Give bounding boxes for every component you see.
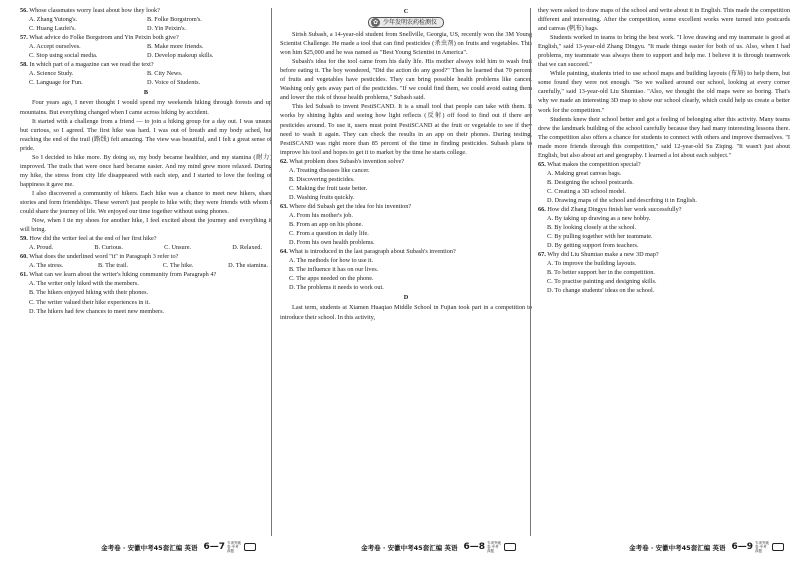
option-66-a: A. By taking up drawing as a new hobby. [547, 215, 651, 223]
page-number: 6—7 [203, 542, 225, 552]
option-63-b: B. From an app on his phone. [289, 221, 363, 229]
option-63-c: C. From a question in daily life. [289, 230, 369, 238]
option-61-a: A. The writer only hiked with the members. [29, 280, 139, 288]
column-right [538, 6, 790, 536]
question-63: 63. Where did Subash get the idea for his invention? [280, 202, 412, 210]
option-63-a: A. From his mother's job. [289, 211, 353, 219]
option-63-d: D. From his own health problems. [289, 239, 375, 247]
passage-d-paragraph: Students knew their school better and got a feeling of belonging after this activity. Many teams drew the landmark building of the school carefully because they had many interesting lessons there. The competition also offers a chance for students to connect with others and improve themselves. "I made more friends through this competition," said 12-year-old Su Ziqing. "It wasn't just about English, but also about art and geography. I learned a lot about each subject." [538, 115, 790, 159]
option-64-d: D. The problems it needs to work out. [289, 284, 384, 292]
option-64-a: A. The methods for how to use it. [289, 257, 374, 265]
option-62-a: A. Treating diseases like cancer. [289, 166, 370, 174]
option-67-a: A. To improve the building layouts. [547, 260, 637, 268]
logo-icon [504, 543, 516, 551]
section-b-heading: B [143, 89, 149, 97]
page-footer [20, 540, 272, 554]
options-57-cd: C. Stop using social media. D. Develop makeup skills. [29, 52, 214, 60]
question-59: 59. How did the writer feel at the end of her first hike? [20, 235, 157, 243]
question-64: 64. What is introduced in the last paragraph about Subash's invention? [280, 248, 456, 256]
option-62-b: B. Discovering pesticides. [289, 175, 355, 183]
banner-title: 少年发明农药检测仪 [382, 19, 437, 27]
option-61-c: C. The writer valued their hike experiences in it. [29, 298, 151, 306]
options-60: A. The stress. B. The trail. C. The hike. D. The stamina. [29, 262, 268, 270]
question-67: 67. Why did Liu Shumiao make a new 3D map? [538, 251, 659, 259]
passage-d-paragraph: While painting, students tried to use school maps and building layouts (布局) to help them, but some found they were not enough. "So we walked around our school, looking at every corner carefully," said 13-year-old Liu Shumiao. "Also, we thought the old maps were so boring. That's why we made an interesting 3D map to show our school clearly, which could help us create a better work for the competition." [538, 70, 790, 114]
passage-b-paragraph: I also discovered a community of hikers. Each hike was a chance to meet new hikers, share stories and form friendships. These weren't just people to hike with; they were friends with whom I could share the journey of life. We enjoyed our time together without using phones. [20, 189, 272, 216]
column-divider [530, 8, 531, 536]
options-56-ab: A. Zhang Yutong's. B. Folke Borgstrom's. [29, 16, 202, 24]
option-65-d: D. Drawing maps of the school and describing it in English. [547, 196, 697, 204]
question-57: 57. What advice do Folke Borgstrom and Yin Peixin both give? [20, 34, 179, 42]
question-62: 62. What problem does Subash's invention solve? [280, 157, 405, 165]
options-57-ab: A. Accept ourselves. B. Make more friends. [29, 43, 204, 51]
page-footer [538, 540, 790, 554]
passage-c-paragraph: Subash's idea for the tool came from his daily life. His mother always told him to wash fruit before eating it. The boy wondered, "Did the action do any good?" Then he learned that 70 percent of fruits and vegetables have pesticides. They can bring possible health problems like cancer. Washing only gets away part of the pesticides. "If we could find them, we could avoid eating them and lower the risk of those health problems," Subash said. [280, 58, 532, 102]
section-c-heading: C [403, 8, 409, 15]
footer-note: 专项突破卷·中考真题 [487, 541, 501, 553]
option-65-b: B. Designing the school postcards. [547, 178, 634, 186]
option-66-b: B. By looking closely at the school. [547, 224, 637, 232]
column-left [20, 6, 272, 536]
passage-c-paragraph: This led Subash to invent PestiSCAND. It is a small tool that people can take with them. It works by shining lights and seeing how light reflects (反射) off food to find out if there are pesticides around. To use it, users must point PestiSCAND at the fruit or vegetable to see if they need to wash it again. They can check the results in an app on their phones. During testing, PestiSCAND was right more than 85 percent of the time in finding pesticides. Subash plans to improve his tool and hopes to get it to market by the time he starts college. [280, 103, 532, 156]
passage-c-banner [280, 17, 532, 28]
option-64-c: C. The apps needed on the phone. [289, 275, 374, 283]
page-footer [280, 540, 532, 554]
passage-d-paragraph: Last term, students at Xiamen Huaqiao Middle School in Fujian took part in a competition to introduce their school. In this activity, [280, 304, 532, 321]
passage-b-paragraph: Four years ago, I never thought I would spend my weekends hiking through forests and up mountains. But everything changed when I came across hiking by accident. [20, 99, 272, 116]
question-65: 65. What makes the competition special? [538, 160, 641, 168]
section-d-heading: D [403, 294, 409, 302]
footer-note: 专项突破卷·中考真题 [755, 541, 769, 553]
option-62-c: C. Making the fruit taste better. [289, 184, 368, 192]
option-67-c: C. To practise painting and designing skills. [547, 278, 657, 286]
option-67-b: B. To better support her in the competition. [547, 269, 655, 277]
passage-b-paragraph: Now, when I tie my shoes for another hike, I feel excited about the journey and everything it will bring. [20, 217, 272, 234]
options-59: A. Proud. B. Curious. C. Unsure. D. Relaxed. [29, 244, 262, 252]
column-middle [280, 6, 532, 536]
option-66-c: C. By pulling together with her teammate. [547, 233, 653, 241]
passage-b-paragraph: So I decided to hike more. By doing so, my body became healthier, and my stamina (耐力) improved. The trails that were once hard became easier. And my mind grew more relaxed. During my hike, the stress from city life disappeared with each step, and I started to love the feeling of happiness it gave me. [20, 153, 272, 188]
option-67-d: D. To change students' ideas on the school. [547, 287, 655, 295]
option-65-a: A. Making great canvas bags. [547, 169, 622, 177]
page-number: 6—9 [731, 542, 753, 552]
option-64-b: B. The influence it has on our lives. [289, 266, 379, 274]
question-58: 58. In which part of a magazine can we read the text? [20, 61, 154, 69]
option-66-d: D. By getting support from teachers. [547, 242, 639, 250]
flower-icon: ✿ [372, 19, 378, 27]
page-number: 6—8 [463, 542, 485, 552]
column-divider [271, 8, 272, 536]
option-61-d: D. The hikers had few chances to meet new members. [29, 307, 165, 315]
passage-c-paragraph: Sirish Subash, a 14-year-old student from Snellville, Georgia, US, recently won the 3M Young Scientist Challenge. He made a tool that can find pesticides (杀虫剂) on fruits and vegetables. This won him $25,000 and he was named as "Best Young Scientist in America". [280, 31, 532, 57]
question-66: 66. How did Zhang Dingyu finish her work successfully? [538, 206, 682, 214]
passage-b-paragraph: It started with a challenge from a friend — to join a hiking group for a day out. I was unsure but curious, so I agreed. The first hike was hard. I was out of breath and my body ached, but reaching the end of the trail (路线) felt amazing. The view was beautiful, and I felt a great sense of pride. [20, 117, 272, 152]
footer-note: 专项突破卷·中考真题 [227, 541, 241, 553]
passage-d-paragraph: Students worked in teams to bring the best work. "I love drawing and my teammate is good at English," said 13-year-old Zhang Dingyu. "It made things easier for both of us. Also, when I had problems, my teammate was always there to support and help me. I believe it is through teamwork that we can succeed." [538, 34, 790, 69]
question-61: 61. What can we learn about the writer's hiking community from Paragraph 4? [20, 271, 217, 279]
logo-icon [244, 543, 256, 551]
question-56: 56. Whose classmates worry least about how they look? [20, 7, 160, 14]
option-62-d: D. Washing fruits quickly. [289, 193, 355, 201]
options-58-ab: A. Science Study. B. City News. [29, 70, 183, 78]
footer-label: 金考卷 · 安徽中考45套汇编 英语 [101, 543, 198, 552]
footer-label: 金考卷 · 安徽中考45套汇编 英语 [361, 543, 458, 552]
option-65-c: C. Creating a 3D school model. [547, 187, 626, 195]
question-60: 60. What does the underlined word "it" in Paragraph 3 refer to? [20, 253, 179, 261]
options-56-cd: C. Huang Laufei's. D. Yin Peixin's. [29, 25, 187, 33]
options-58-cd: C. Language for Fun. D. Voice of Students. [29, 79, 201, 87]
logo-icon [772, 543, 784, 551]
passage-d-paragraph: they were asked to draw maps of the school and write about it in English. This made the competition different and interesting. After the competition, some excellent works were turned into postcards and canvas (帆布) bags. [538, 7, 790, 33]
footer-label: 金考卷 · 安徽中考45套汇编 英语 [629, 543, 726, 552]
option-61-b: B. The hikers enjoyed hiking with their phones. [29, 289, 149, 297]
